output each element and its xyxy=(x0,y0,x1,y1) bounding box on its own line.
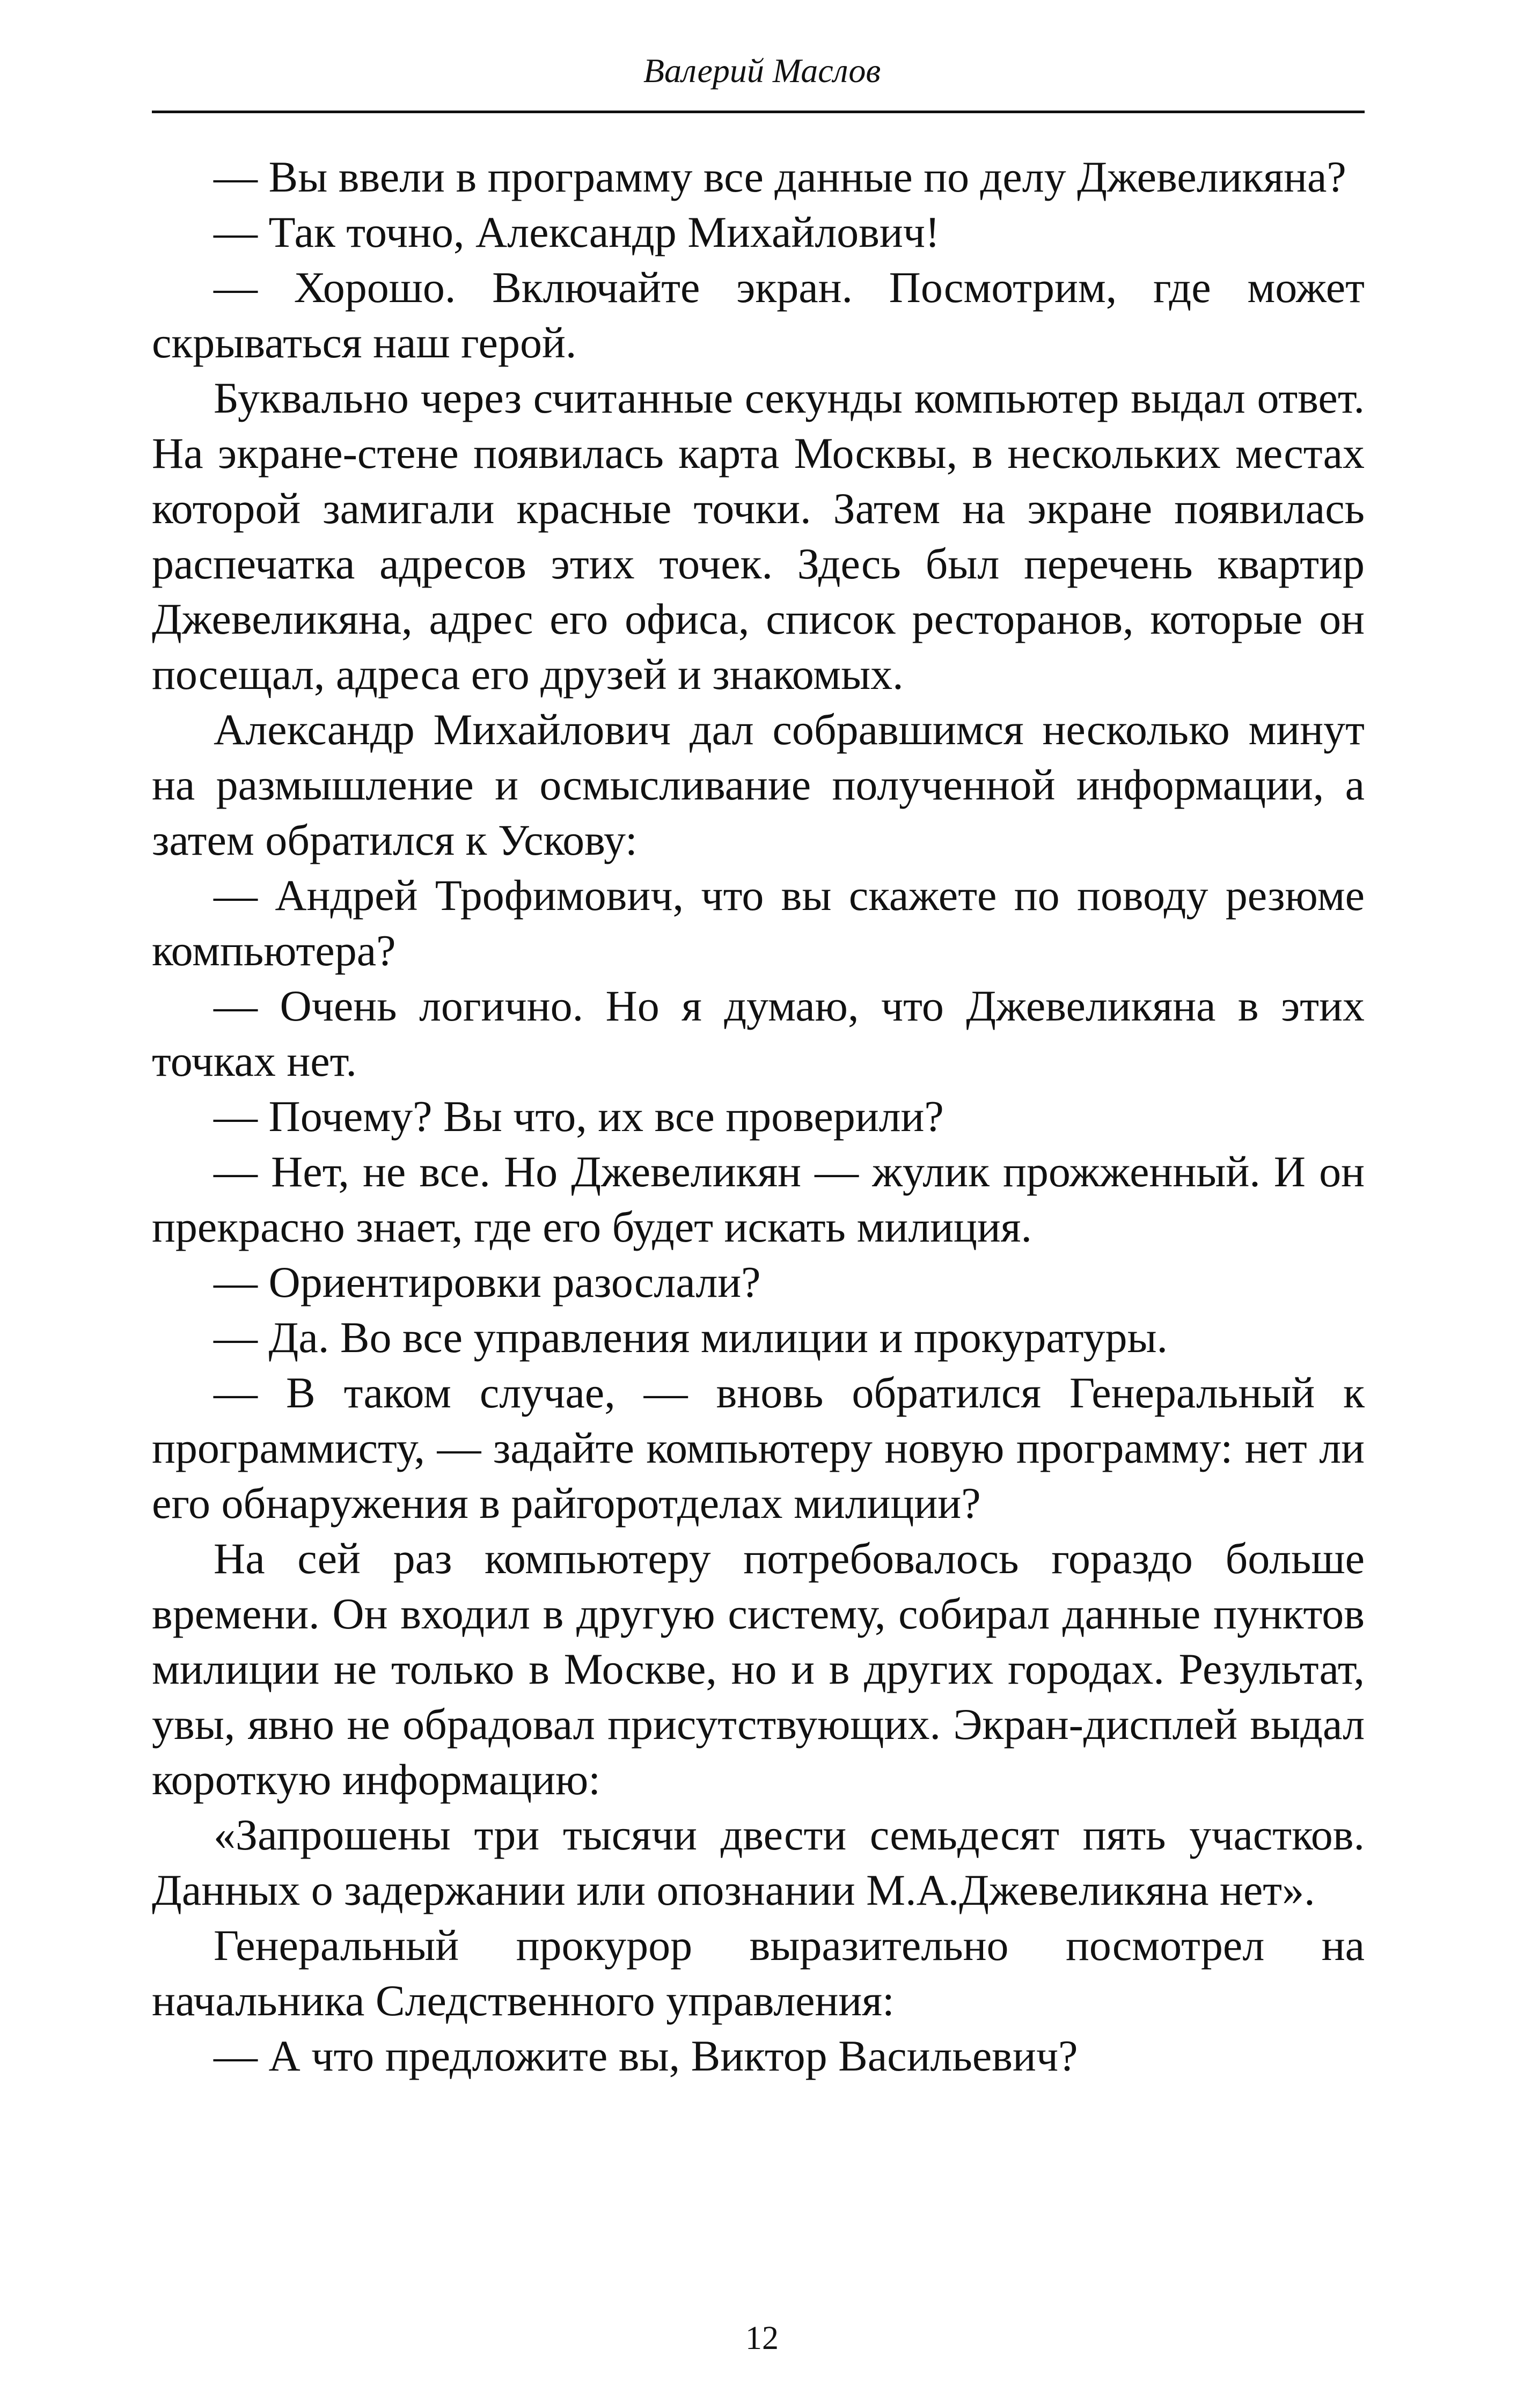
paragraph: — Нет, не все. Но Джевеликян — жулик прожженный. И он прекрасно знает, где его будет искать милиция. xyxy=(152,1147,1365,1251)
paragraph: — Так точно, Александр Михайлович! xyxy=(214,208,940,256)
running-head-author: Валерий Маслов xyxy=(643,52,881,90)
paragraph: На сей раз компьютеру потребовалось гораздо больше времени. Он входил в другую систему, собирал данные пунктов милиции не только в Москве, но и в других городах. Результат, увы, явно не обрадовал присутствующих. Экран-дисплей выдал короткую информацию: xyxy=(152,1534,1365,1804)
paragraph: — Ориентировки разослали? xyxy=(214,1258,761,1306)
paragraph: — Вы ввели в программу все данные по делу Джевеликяна? xyxy=(214,152,1346,201)
paragraph: — В таком случае, — вновь обратился Генеральный к программисту, — задайте компьютеру новую программу: нет ли его обнаружения в райгоротделах милиции? xyxy=(152,1368,1365,1528)
paragraph: Александр Михайлович дал собравшимся несколько минут на размышление и осмысливание полученной информации, а затем обратился к Ускову: xyxy=(152,705,1365,864)
paragraph: — Очень логично. Но я думаю, что Джевеликяна в этих точках нет. xyxy=(152,981,1365,1085)
paragraph: — Почему? Вы что, их все проверили? xyxy=(214,1092,944,1141)
page-number: 12 xyxy=(745,2320,779,2356)
body-text xyxy=(152,149,1365,2083)
paragraph: Буквально через считанные секунды компьютер выдал ответ. На экране-стене появилась карта Москвы, в нескольких местах которой замигали красные точки. Затем на экране появилась распечатка адресов этих точек. Здесь был перечень квартир Джевеликяна, адрес его офиса, список ресторанов, которые он посещал, адреса его друзей и знакомых. xyxy=(152,373,1365,699)
paragraph: Генеральный прокурор выразительно посмотрел на начальника Следственного управления: xyxy=(152,1921,1365,2025)
paragraph: — Хорошо. Включайте экран. Посмотрим, где может скрываться наш герой. xyxy=(152,263,1365,367)
header-rule xyxy=(152,111,1365,113)
paragraph: — Да. Во все управления милиции и прокуратуры. xyxy=(214,1313,1168,1362)
paragraph: — Андрей Трофимович, что вы скажете по поводу резюме компьютера? xyxy=(152,871,1365,975)
paragraph: «Запрошены три тысячи двести семьдесят пять участков. Данных о задержании или опознании М.А.Джевеликяна нет». xyxy=(152,1810,1365,1914)
paragraph: — А что предложите вы, Виктор Васильевич? xyxy=(214,2031,1078,2080)
